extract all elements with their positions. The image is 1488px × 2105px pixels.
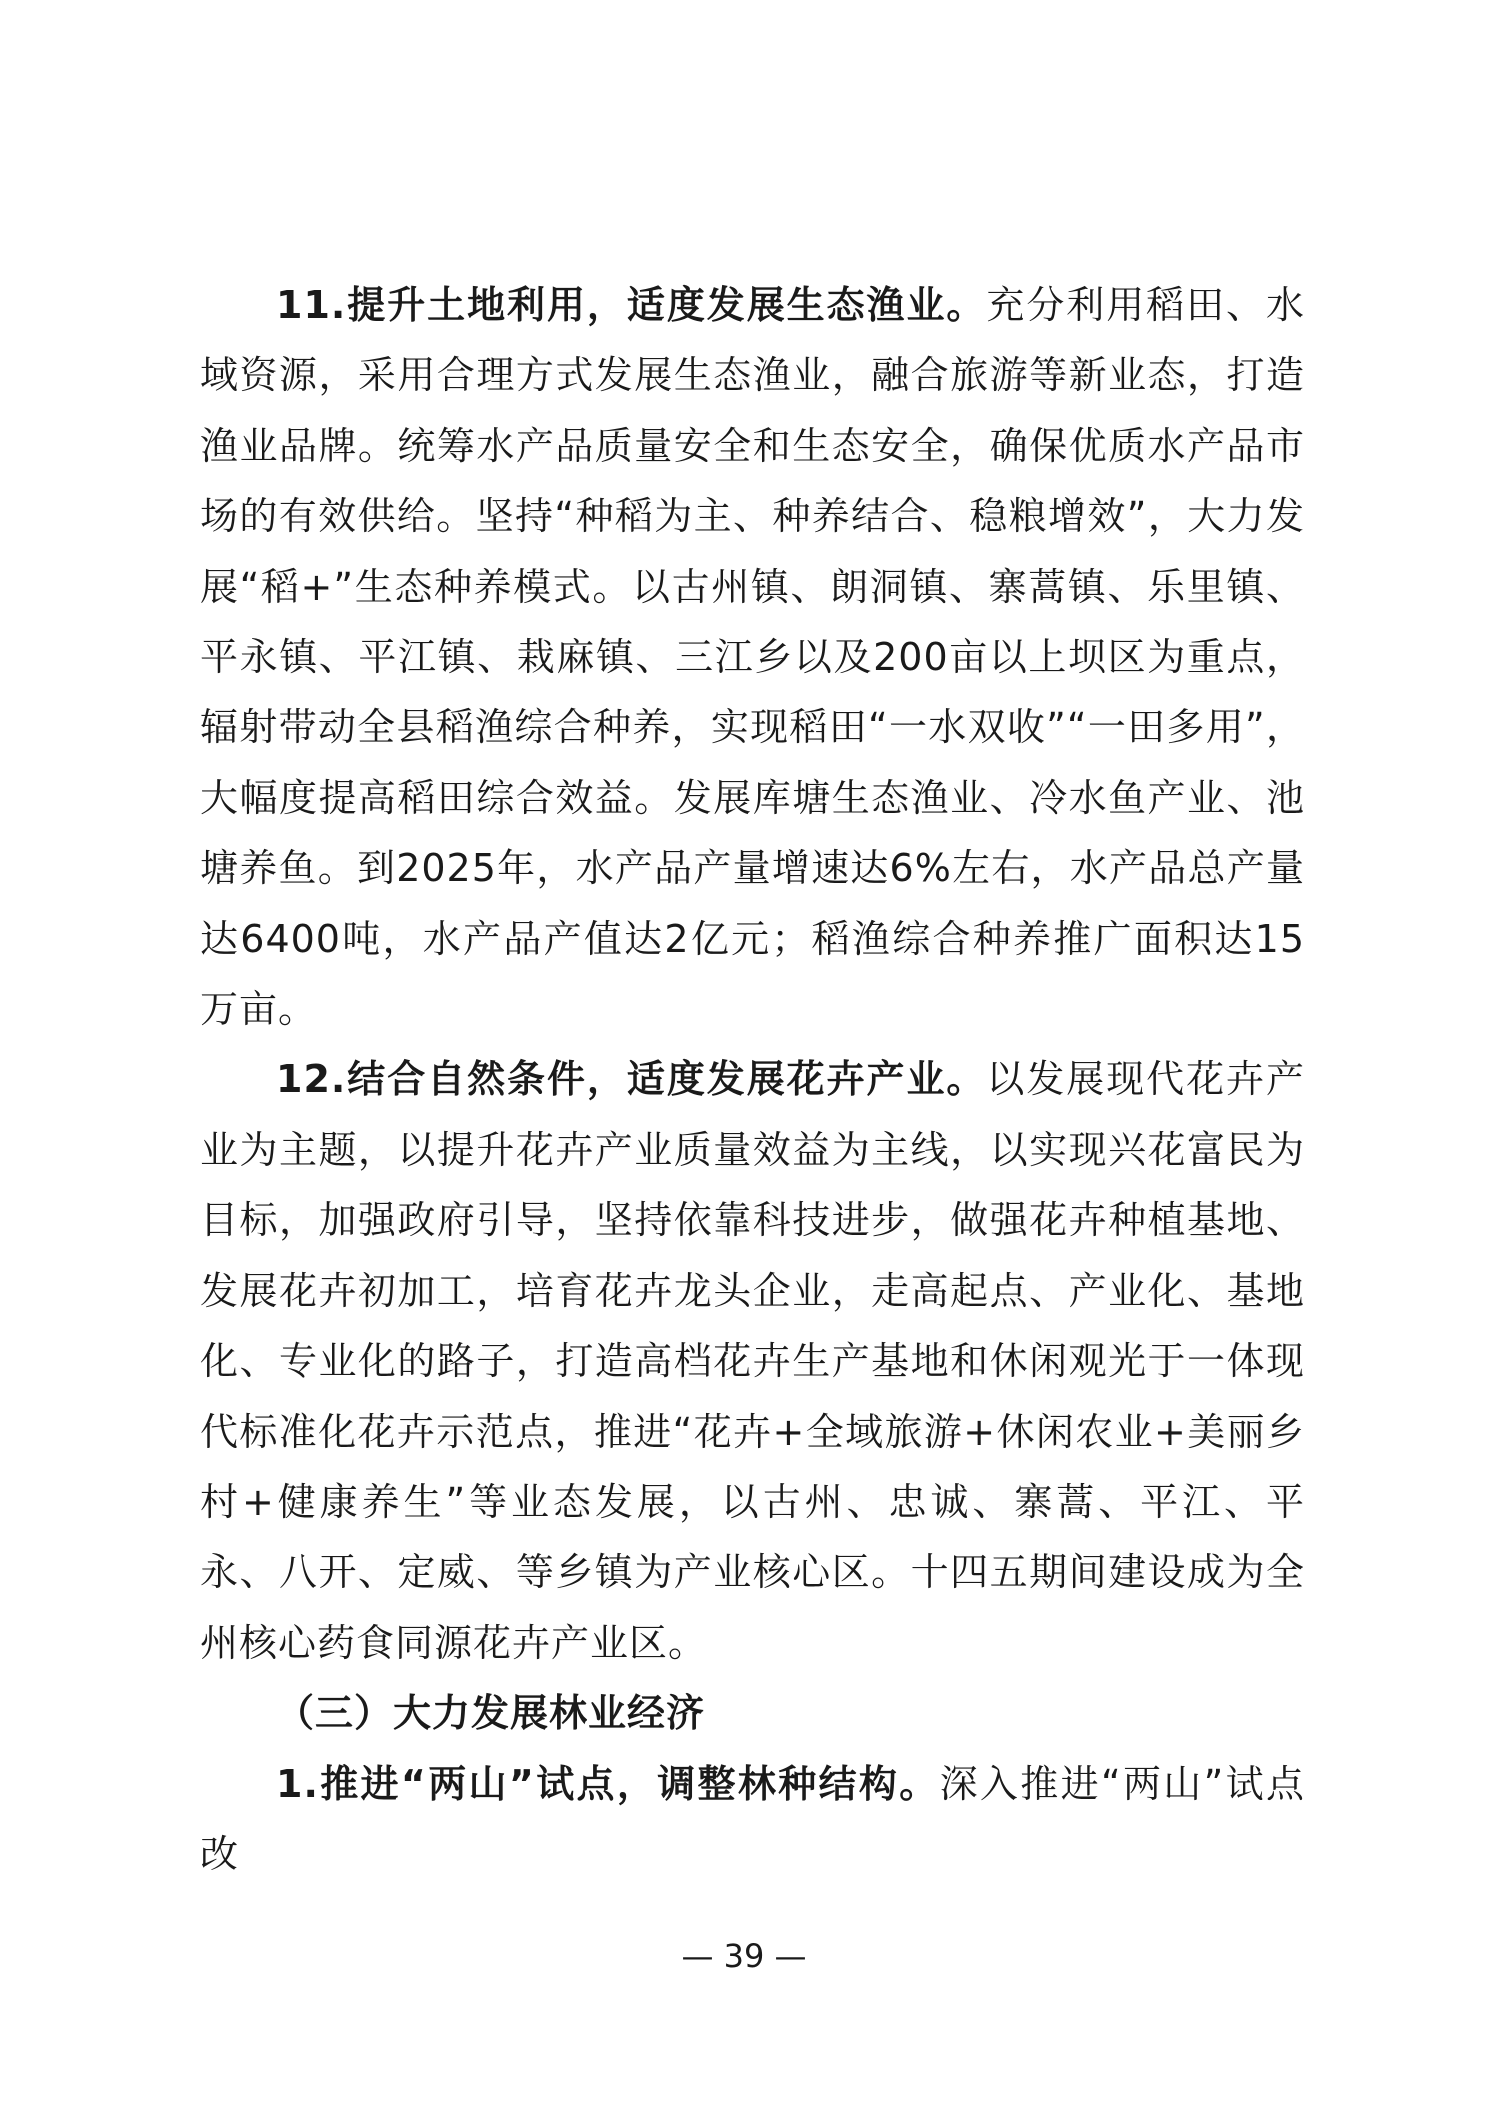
paragraph-body: 以发展现代花卉产业为主题，以提升花卉产业质量效益为主线，以实现兴花富民为目标，加强政府引导，坚持依靠科技进步，做强花卉种植基地、发展花卉初加工，培育花卉龙头企业，走高起点、产业化、基地化、专业化的路子，打造高档花卉生产基地和休闲观光于一体现代标准化花卉示范点，推进“花卉+全域旅游+休闲农业+美丽乡村+健康养生”等业态发展，以古州、忠诚、寨蒿、平江、平永、八开、定威、等乡镇为产业核心区。十四五期间建设成为全州核心药食同源花卉产业区。 (200, 1057, 1305, 1665)
paragraph-fishery (200, 270, 1305, 1044)
paragraph-flowers (200, 1044, 1305, 1678)
paragraph-forestry (200, 1749, 1305, 1890)
paragraph-lead: 11.提升土地利用，适度发展生态渔业。 (276, 283, 987, 327)
paragraph-lead: 1.推进“两山”试点，调整林种结构。 (276, 1761, 940, 1806)
paragraph-body: 深入推进“两山”试点改 (200, 1761, 1306, 1876)
paragraph-lead: 12.结合自然条件，适度发展花卉产业。 (276, 1057, 987, 1102)
page-number: — 39 — (681, 1937, 807, 1975)
document-page (200, 270, 1305, 1889)
paragraph-body: 充分利用稻田、水域资源，采用合理方式发展生态渔业，融合旅游等新业态，打造渔业品牌。统筹水产品质量安全和生态安全，确保优质水产品市场的有效供给。坚持“种稻为主、种养结合、稳粮增效”，大力发展“稻+”生态种养模式。以古州镇、朗洞镇、寨蒿镇、乐里镇、平永镇、平江镇、栽麻镇、三江乡以及200亩以上坝区为重点，辐射带动全县稻渔综合种养，实现稻田“一水双收”“一田多用”，大幅度提高稻田综合效益。发展库塘生态渔业、冷水鱼产业、池塘养鱼。到2025年，水产品产量增速达6%左右，水产品总产量达6400吨，水产品产值达2亿元；稻渔综合种养推广面积达15万亩。 (200, 283, 1305, 1032)
section-heading: （三）大力发展林业经济 (276, 1691, 706, 1736)
